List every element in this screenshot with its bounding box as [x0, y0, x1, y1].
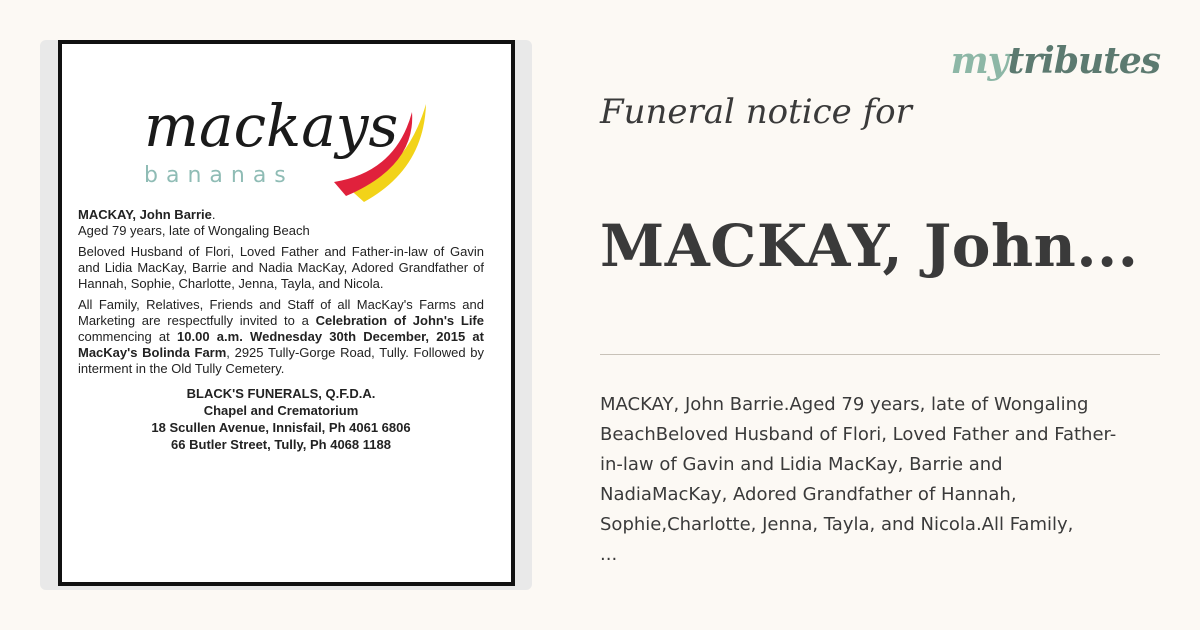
page-heading: Funeral notice for — [600, 92, 912, 132]
service-intro: All Family, Relatives, Friends and Staff of all MacKay's Farms and Marketing are respectfully invited to a — [78, 297, 484, 328]
excerpt-ellipsis: ... — [600, 544, 618, 565]
mytributes-logo[interactable] — [951, 40, 1160, 82]
excerpt-line: MACKAY, John Barrie.Aged 79 years, late of Wongaling — [600, 394, 1089, 415]
notice-name-line — [78, 207, 484, 239]
notice-body — [78, 207, 484, 453]
brand-my: my — [950, 40, 1008, 82]
logo-word: mackays — [144, 92, 399, 160]
notice-name-punct: . — [211, 207, 216, 222]
logo-subword: bananas — [144, 163, 294, 188]
brand-tributes: tributes — [1007, 40, 1160, 82]
notice-family: Beloved Husband of Flori, Loved Father and Father-in-law of Gavin and Lidia MacKay, Barrie and Nadia MacKay, Adored Grandfather of Hannah, Sophie, Charlotte, Jenna, Tayla, and Nicola. — [78, 244, 484, 291]
excerpt-line: NadiaMacKay, Adored Grandfather of Hannah, — [600, 484, 1017, 505]
logo-graphic — [134, 84, 434, 214]
director-address-innisfail: 18 Scullen Avenue, Innisfail, Ph 4061 6806 — [151, 420, 411, 435]
notice-image-panel — [40, 40, 532, 590]
excerpt-line: Sophie,Charlotte, Jenna, Tayla, and Nicola.All Family, — [600, 514, 1074, 535]
service-time: 10.00 a.m. Wednesday 30th December, 2015 at MacKay's Bolinda Farm — [78, 329, 484, 360]
service-commencing: commencing at — [78, 329, 170, 344]
divider — [600, 354, 1160, 355]
notice-service — [78, 297, 484, 377]
director-address-tully: 66 Butler Street, Tully, Ph 4068 1188 — [171, 437, 391, 452]
excerpt-line: in-law of Gavin and Lidia MacKay, Barrie and — [600, 454, 1003, 475]
director-name: BLACK'S FUNERALS, Q.F.D.A. — [186, 386, 376, 401]
funeral-director — [78, 385, 484, 453]
notice-excerpt — [600, 390, 1180, 570]
service-celebration: Celebration of John's Life — [315, 313, 484, 328]
excerpt-line: BeachBeloved Husband of Flori, Loved Father and Father- — [600, 424, 1117, 445]
notice-age: Aged 79 years, late of Wongaling Beach — [78, 223, 310, 238]
director-chapel: Chapel and Crematorium — [203, 403, 359, 418]
service-address: , 2925 Tully-Gorge Road, Tully. Followed by interment in the Old Tully Cemetery. — [78, 345, 484, 376]
newspaper-notice — [58, 40, 515, 586]
mackays-bananas-logo — [134, 84, 434, 214]
deceased-name: MACKAY, John... — [600, 212, 1139, 280]
notice-name: MACKAY, John Barrie — [78, 207, 212, 222]
